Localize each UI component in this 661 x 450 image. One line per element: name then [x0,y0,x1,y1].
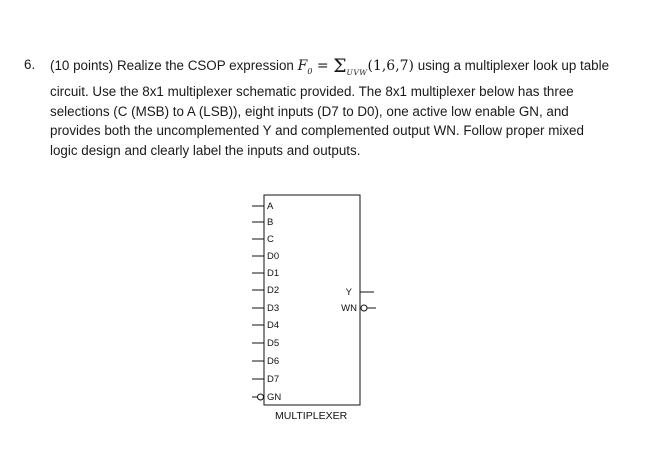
pin-label-D0: D0 [267,251,280,262]
problem-line-3: selections (C (MSB) to A (LSB)), eight inputs (D7 to D0), one active low enable GN, and [50,103,569,119]
formula-args: (1,6,7) [367,58,415,74]
pin-label-D3: D3 [267,303,280,314]
problem-intro: (10 points) Realize the CSOP expression [50,58,294,73]
pin-label-GN: GN [267,392,282,403]
pin-label-C: C [267,234,274,245]
pin-label-D7: D7 [267,374,280,385]
pin-label-Y: Y [345,287,352,298]
pin-label-D6: D6 [267,356,280,367]
sigma-icon: Σ [333,55,347,77]
pin-label-B: B [267,217,274,228]
problem-line-5: logic design and clearly label the inputs and outputs. [50,142,361,158]
problem-line-1-tail: using a multiplexer look up table [417,58,610,73]
problem-line-2: circuit. Use the 8x1 multiplexer schematic provided. The 8x1 multiplexer below has three [50,84,574,99]
mux-label: MULTIPLEXER [275,410,348,422]
mux-output-pins [360,292,376,311]
pin-label-WN: WN [341,303,357,314]
problem-number: 6. [24,57,36,72]
wn-inversion-bubble [361,305,367,311]
problem-line-4: provides both the uncomplemented Y and complemented output WN. Follow proper mixed [50,123,584,138]
pin-label-A: A [267,201,274,212]
mux-input-pins [252,206,264,400]
mux-output-labels [341,287,357,314]
pin-label-D5: D5 [267,338,280,349]
pin-label-D4: D4 [267,320,280,331]
formula-equals: = [316,58,329,74]
gn-inversion-bubble [258,394,264,400]
mux-input-labels [267,201,281,403]
pin-label-D2: D2 [267,285,280,296]
pin-label-D1: D1 [267,268,280,279]
formula-lhs-sub: 0 [307,67,313,76]
formula-lhs: F [297,58,308,74]
formula-sigma-sub: UVW [346,68,368,77]
